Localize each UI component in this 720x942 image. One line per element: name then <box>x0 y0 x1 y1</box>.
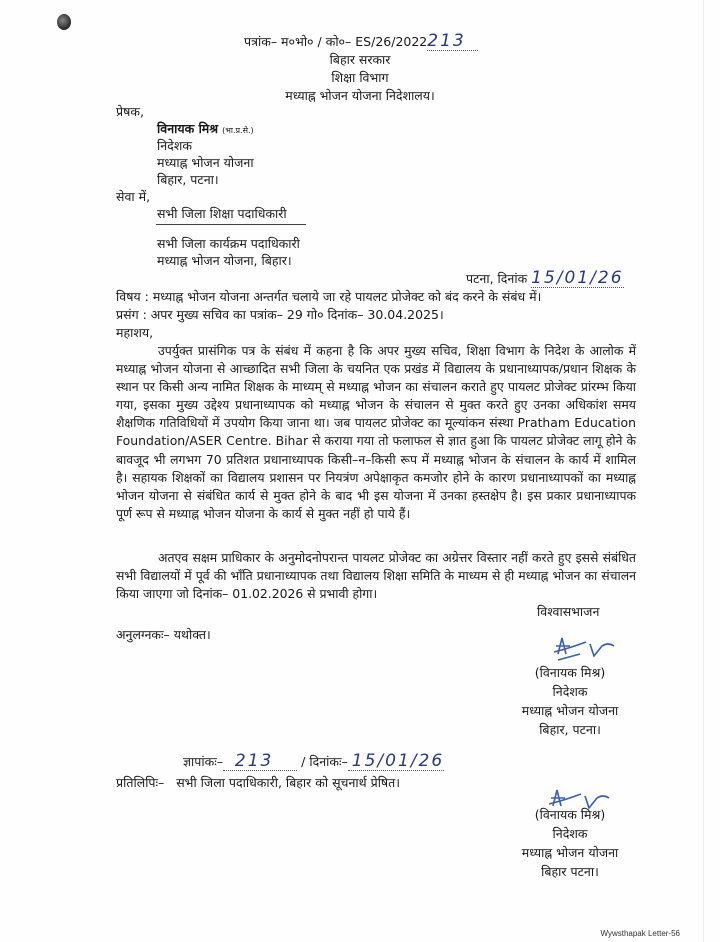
memo-date-blank <box>348 753 444 771</box>
recipient-label: सेवा में, <box>116 189 151 204</box>
recipient-line3: मध्याह्न भोजन योजना, बिहार। <box>157 253 292 268</box>
sender-office: मध्याह्न भोजन योजना <box>157 155 254 170</box>
signature-2-place: बिहार पटना। <box>541 864 599 879</box>
page-edge <box>703 0 704 942</box>
date-handwritten: 15/01/26 <box>531 268 624 288</box>
letter-number-label: पत्रांक– म०भो० / को०– ES/26/2022 <box>244 34 428 49</box>
department-title: शिक्षा विभाग <box>331 70 389 85</box>
punch-hole <box>57 14 71 30</box>
enclosure: अनुलग्नकः– यथोक्त। <box>116 627 211 642</box>
signature-1-name: (विनायक मिश्र) <box>534 665 606 680</box>
salutation: महाशय, <box>116 325 154 340</box>
memo-line <box>183 753 444 771</box>
body-paragraph-2: अतएव सक्षम प्राधिकार के अनुमोदनोपरान्त पायलट प्रोजेक्ट का अग्रेत्तर विस्तार नहीं करते हुए इससे संबंधित सभी विद्यालयों में पूर्व की भाँति प्रधानाध्यापक तथा विद्यालय शिक्षा समिति के माध्यम से ही मध्याह्न भोजन का संचालन किया जाएगा जो दिनांक– 01.02.2026 से प्रभावी होगा। <box>116 550 636 602</box>
signature-1-office: मध्याह्न भोजन योजना <box>521 703 619 718</box>
copy-line <box>116 775 400 791</box>
letter-number-handwritten: 213 <box>427 31 466 51</box>
closing: विश्वासभाजन <box>537 604 600 619</box>
date-label: पटना, दिनांक <box>466 271 528 286</box>
signature-2-designation: निदेशक <box>552 826 588 841</box>
memo-date: 15/01/26 <box>351 751 445 771</box>
memo-date-label: / दिनांकः– <box>301 754 348 769</box>
date-blank <box>531 270 623 288</box>
copy-label: प्रतिलिपिः– <box>116 775 165 790</box>
sender-label: प्रेषक, <box>116 104 144 119</box>
sender-service: (भा.प्र.से.) <box>222 126 254 135</box>
date-line <box>466 270 624 288</box>
govt-title: बिहार सरकार <box>329 52 391 67</box>
body-paragraph-1: उपर्युक्त प्रासंगिक पत्र के संबंध में कहना है कि अपर मुख्य सचिव, शिक्षा विभाग के निदेश के आलोक में मध्याह्न भोजन योजना से आच्छादित सभी जिला के चयनित एक प्रखंड में विद्यालय के प्रधानाध्यापक/प्रधान शिक्षक के स्थान पर किसी अन्य नामित शिक्षक के माध्यम् से मध्याह्न भोजन का संचालन कराते हुए पायलट प्रोजेक्ट प्रांरम्भ किया गया, इसका मुख्य उद्देश्य प्रधानाध्यापक को मध्याह्न भोजन के संचालन से मुक्त करते हुए उनका अधिकांश समय शैक्षणिक गतिविधियों में उपयोग किया जाना था। जब पायलट प्रोजेक्ट का मूल्यांकन संस्था Pratham Education Foundation/ASER Centre. Bihar से कराया गया तो फलाफल से ज्ञात हुआ कि पायलट प्रोजेक्ट लागू होने के बावजूद भी लगभग 70 प्रतिशत प्रधानाध्यापक किसी–न–किसी रूप में मध्याह्न भोजन के संचालन के कार्य में शामिल है। सहायक शिक्षकों का विद्यालय प्रशासन पर नियत्रंण अपेक्षाकृत कमजोर होने के कारण प्रधानाध्यापकों का मध्याह्न भोजन योजना से संबंधित कार्य से मुक्त होने के बाद भी इस योजना में उनका हस्तक्षेप है। इस प्रकार प्रधानाध्यापक पूर्ण रूप से मध्याह्न भोजन योजना के कार्य से मुक्त नहीं हो पाये हैं। <box>116 343 636 521</box>
recipient-line1: सभी जिला शिक्षा पदाधिकारी <box>157 206 287 221</box>
letter-number <box>244 33 478 51</box>
subject: विषय : मध्याह्न भोजन योजना अन्तर्गत चलाये जा रहे पायलट प्रोजेक्ट को बंद करने के संबंध में। <box>116 289 542 304</box>
memo-number: 213 <box>234 751 274 771</box>
recipient-underline <box>156 224 306 225</box>
sender-designation: निदेशक <box>157 138 192 153</box>
directorate-title: मध्याह्न भोजन योजना निदेशालय। <box>285 88 435 103</box>
memo-label: ज्ञापांकः– <box>183 754 223 769</box>
letter-number-blank <box>427 33 477 51</box>
sender-place: बिहार, पटना। <box>157 172 219 187</box>
signature-1 <box>550 632 620 666</box>
signature-2-office: मध्याह्न भोजन योजना <box>521 845 619 860</box>
signature-1-designation: निदेशक <box>552 684 588 699</box>
signature-1-place: बिहार, पटना। <box>539 722 601 737</box>
signature-2-name: (विनायक मिश्र) <box>534 807 606 822</box>
recipient-line2: सभी जिला कार्यक्रम पदाधिकारी <box>157 236 300 251</box>
sender-name: विनायक मिश्र <box>157 121 219 136</box>
footer-label: Wywsthapak Letter-56 <box>600 929 680 938</box>
copy-text: सभी जिला पदाधिकारी, बिहार को सूचनार्थ प्रेषित। <box>176 775 401 790</box>
sender-name-line <box>157 121 254 139</box>
memo-number-blank <box>223 753 297 771</box>
reference: प्रसंग : अपर मुख्य सचिव का पत्रांक– 29 गो० दिनांक– 30.04.2025। <box>116 307 444 322</box>
